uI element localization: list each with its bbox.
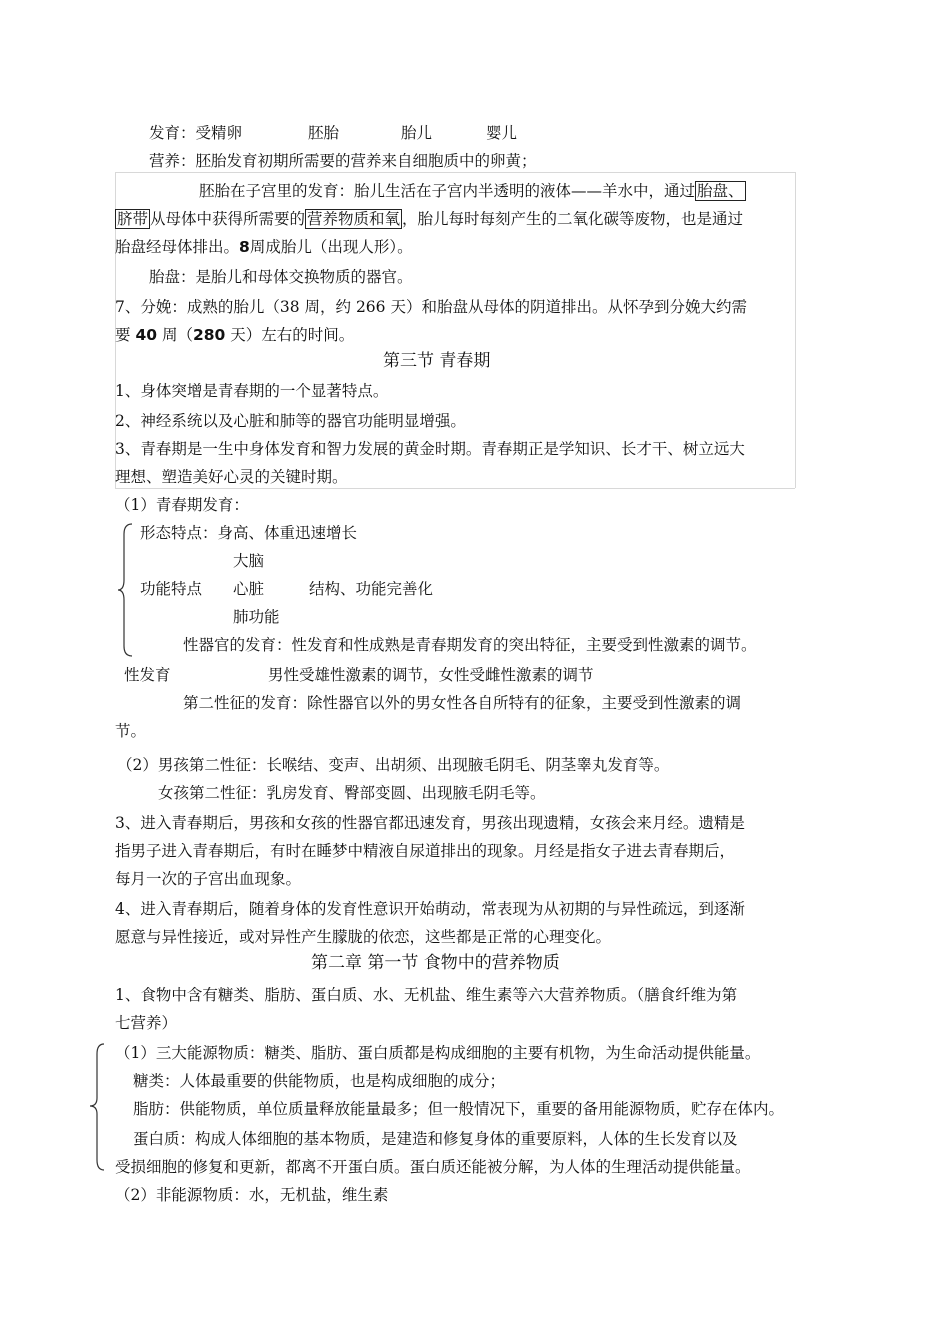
brace-development — [116, 522, 136, 658]
func-description: 结构、功能完善化 — [309, 580, 434, 598]
sex-hormone-regulation: 男性受雄性激素的调节，女性受雌性激素的调节 — [268, 666, 594, 684]
uterus-line-3 — [115, 236, 413, 258]
puberty-point-3-line-1: 3、青春期是一生中身体发育和智力发展的黄金时期。青春期正是学知识、长才干、树立远大 — [115, 440, 745, 458]
birth-text-a: 要 — [115, 326, 136, 344]
boy-secondary-traits: （2）男孩第二性征：长喉结、变声、出胡须、出现腋毛阴毛、阴茎睾丸发育等。 — [117, 756, 670, 774]
puberty-3b-line-2: 指男子进入青春期后，有时在睡梦中精液自尿道排出的现象。月经是指女子进去青春期后， — [115, 842, 736, 860]
uterus-text-c: ，胎儿每时每刻产生的二氧化碳等废物，也是通过 — [402, 210, 744, 228]
secondary-sex-line-1: 第二性征的发育：除性器官以外的男女性各自所特有的征象，主要受到性激素的调 — [183, 694, 742, 712]
fat-description: 脂肪：供能物质，单位质量释放能量最多；但一般情况下，重要的备用能源物质，贮存在体内。 — [133, 1100, 785, 1118]
func-brain: 大脑 — [233, 552, 265, 570]
protein-line-1: 蛋白质：构成人体细胞的基本物质，是建造和修复身体的重要原料，人体的生长发育以及 — [133, 1130, 738, 1148]
chapter-title-nutrition: 第二章 第一节 食物中的营养物质 — [311, 953, 560, 973]
birth-weeks: 40 — [135, 326, 158, 344]
sex-development-label: 性发育 — [124, 666, 171, 684]
uterus-text-a: 胚胎在子宫里的发育：胎儿生活在子宫内半透明的液体——羊水中，通过 — [199, 182, 696, 200]
uterus-text-e: 周成胎儿（出现人形）。 — [249, 238, 413, 256]
energy-substances: （1）三大能源物质：糖类、脂肪、蛋白质都是构成细胞的主要有机物，为生命活动提供能量。 — [115, 1044, 761, 1062]
boxed-placenta: 胎盘、 — [697, 182, 744, 200]
puberty-point-3-line-2: 理想、塑造美好心灵的关键时期。 — [115, 468, 348, 486]
non-energy-substances: （2）非能源物质：水，无机盐，维生素 — [115, 1186, 389, 1204]
development-label: 发育：受精卵 — [149, 124, 243, 142]
birth-text-b: 周（ — [157, 326, 193, 344]
puberty-3b-line-1: 3、进入青春期后，男孩和女孩的性器官都迅速发育，男孩出现遗精，女孩会来月经。遗精是 — [115, 814, 745, 832]
uterus-line-1 — [199, 180, 746, 202]
week-number: 8 — [239, 238, 250, 256]
birth-line-2 — [115, 324, 354, 346]
puberty-point-2: 2、神经系统以及心脏和肺等的器官功能明显增强。 — [115, 412, 466, 430]
table-bottom-border — [115, 488, 795, 489]
birth-line-1: 7、分娩：成熟的胎儿（38 周，约 266 天）和胎盘从母体的阴道排出。从怀孕到分娩大约需 — [115, 298, 747, 316]
sex-organ-development: 性器官的发育：性发育和性成熟是青春期发育的突出特征，主要受到性激素的调节。 — [183, 636, 757, 654]
nutrition-point-1-line-2: 七营养） — [115, 1014, 178, 1032]
uterus-text-b: 从母体中获得所需要的 — [150, 210, 306, 228]
development-stage-fetus: 胎儿 — [401, 124, 433, 142]
birth-days: 280 — [192, 326, 226, 344]
boxed-umbilical-cord: 脐带 — [117, 210, 149, 228]
development-stage-infant: 婴儿 — [486, 124, 518, 142]
puberty-point-1: 1、身体突增是青春期的一个显著特点。 — [115, 382, 389, 400]
uterus-line-2 — [115, 208, 743, 230]
puberty-3b-line-3: 每月一次的子宫出血现象。 — [115, 870, 302, 888]
morphology-feature: 形态特点：身高、体重迅速增长 — [140, 524, 358, 542]
table-top-border — [115, 172, 795, 173]
section-title-puberty: 第三节 青春期 — [383, 351, 491, 371]
development-stage-embryo: 胚胎 — [308, 124, 340, 142]
sugar-description: 糖类：人体最重要的供能物质，也是构成细胞的成分； — [133, 1072, 506, 1090]
puberty-4-line-2: 愿意与异性接近，或对异性产生朦胧的依恋，这些都是正常的心理变化。 — [115, 928, 612, 946]
protein-line-2: 受损细胞的修复和更新，都离不开蛋白质。蛋白质还能被分解，为人体的生理活动提供能量。 — [115, 1158, 751, 1176]
uterus-text-d: 胎盘经母体排出。 — [115, 238, 240, 256]
nutrition-point-1-line-1: 1、食物中含有糖类、脂肪、蛋白质、水、无机盐、维生素等六大营养物质。（膳食纤维为第 — [115, 986, 738, 1004]
boxed-nutrients-oxygen: 营养物质和氧 — [307, 210, 401, 228]
girl-secondary-traits: 女孩第二性征：乳房发育、臀部变圆、出现腋毛阴毛等。 — [158, 784, 546, 802]
func-heart: 心脏 — [233, 580, 265, 598]
puberty-sub-1: （1）青春期发育： — [115, 496, 249, 514]
table-right-border — [795, 172, 796, 488]
nutrition-line: 营养：胚胎发育初期所需要的营养来自细胞质中的卵黄； — [149, 152, 537, 170]
puberty-4-line-1: 4、进入青春期后，随着身体的发育性意识开始萌动，常表现为从初期的与异性疏远，到逐渐 — [115, 900, 745, 918]
func-lung: 肺功能 — [233, 608, 280, 626]
placenta-line: 胎盘：是胎儿和母体交换物质的器官。 — [149, 268, 413, 286]
brace-energy-substances — [88, 1042, 108, 1172]
func-label: 功能特点 — [140, 580, 203, 598]
birth-text-c: 天）左右的时间。 — [225, 326, 355, 344]
secondary-sex-line-2: 节。 — [115, 722, 147, 740]
